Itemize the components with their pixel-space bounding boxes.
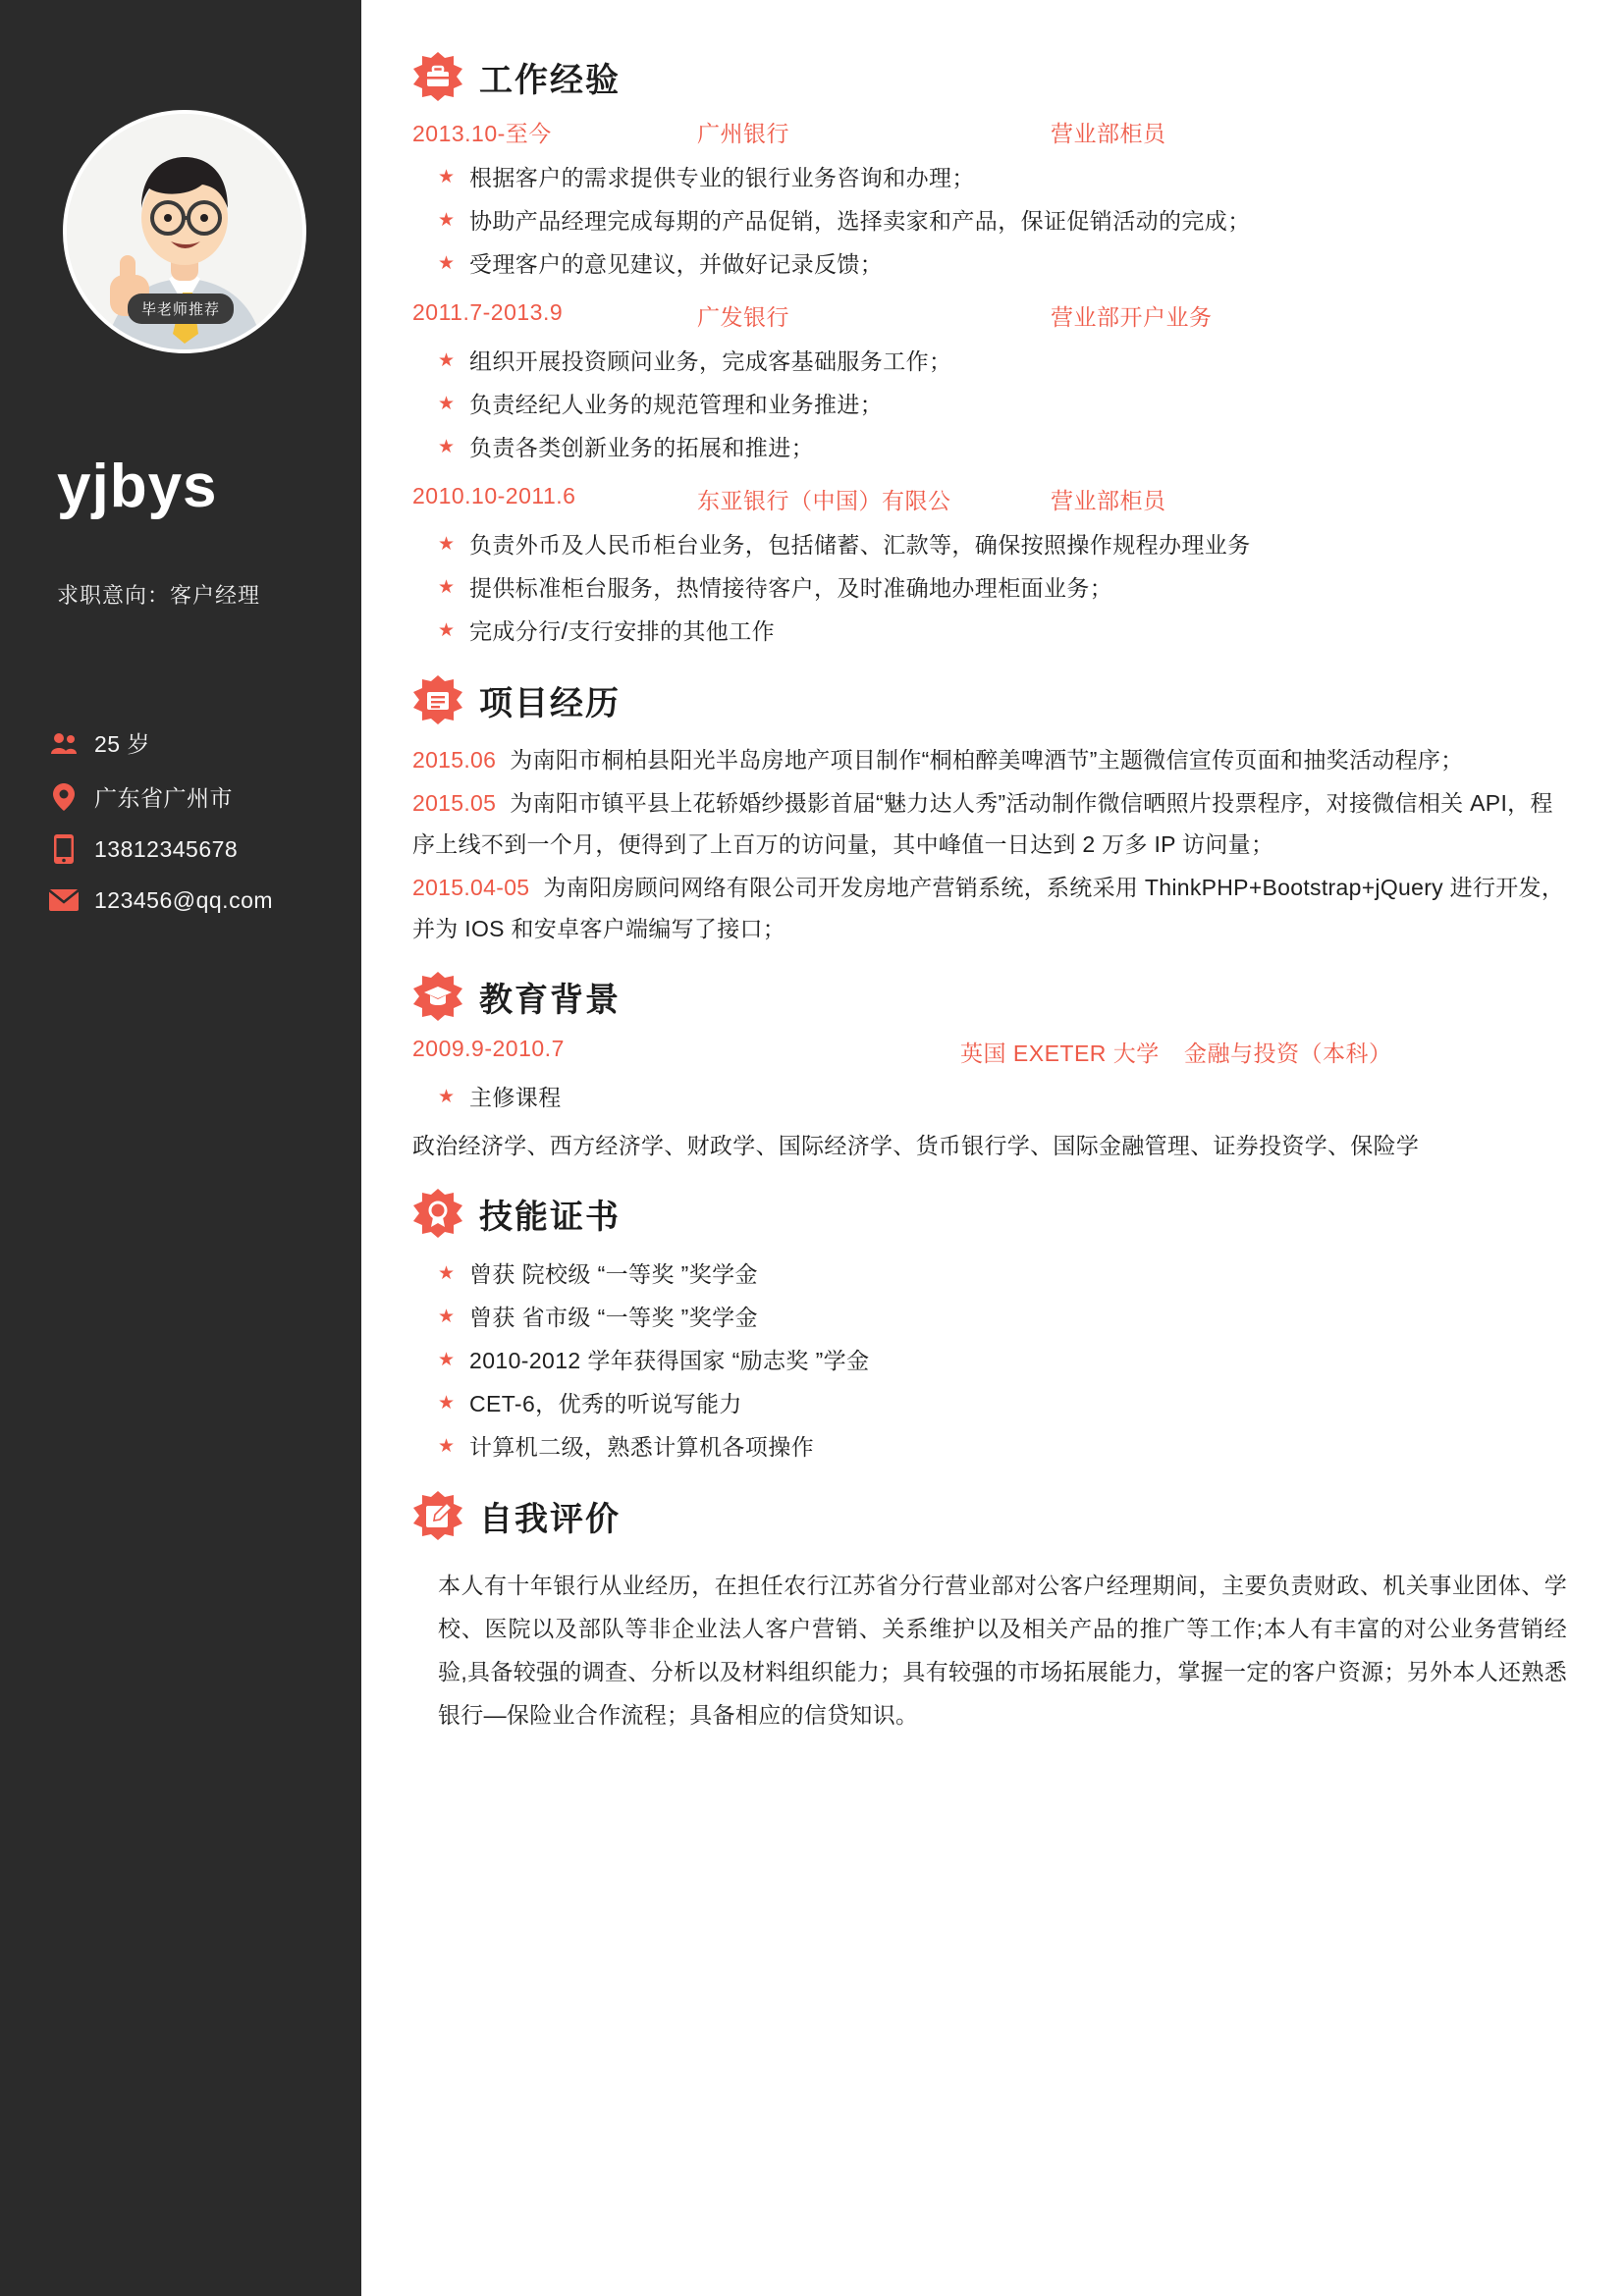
- section-work-experience: [412, 51, 1567, 653]
- entry-bullets: [412, 523, 1567, 653]
- list-item: ★ 曾获 省市级 “一等奖 ”奖学金: [412, 1296, 1567, 1339]
- section-title: 项目经历: [479, 684, 621, 722]
- list-item: ★ 负责外币及人民币柜台业务，包括储蓄、汇款等，确保按照操作规程办理业务: [412, 523, 1567, 566]
- sidebar: [0, 0, 361, 2296]
- work-entry: [412, 299, 1567, 469]
- education-courses: 政治经济学、西方经济学、财政学、国际经济学、货币银行学、国际金融管理、证券投资学、保险学: [412, 1133, 1420, 1158]
- section-header: [412, 1188, 1567, 1239]
- project-date: 2015.05: [412, 790, 497, 816]
- award-icon: [412, 1188, 463, 1239]
- contact-item-email: [47, 885, 342, 915]
- list-item: ★ 提供标准柜台服务，热情接待客户，及时准确地办理柜面业务；: [412, 566, 1567, 610]
- skills-bullets: [412, 1253, 1567, 1468]
- entry-header: [412, 483, 1567, 515]
- project-item: [412, 739, 1567, 780]
- entry-organization: 广发银行: [697, 304, 789, 330]
- resume-content: [361, 0, 1624, 2296]
- education-date: 2009.9-2010.7: [412, 1036, 565, 1061]
- contact-value: 123456@qq.com: [94, 886, 274, 913]
- project-text: 为南阳市镇平县上花轿婚纱摄影首届“魅力达人秀”活动制作微信晒照片投票程序，对接微信相关 API，程序上线不到一个月，便得到了上百万的访问量，其中峰值一日达到 2 万多 IP 访问量；: [412, 790, 1553, 857]
- contact-value: 13812345678: [94, 835, 239, 862]
- section-title: 技能证书: [479, 1198, 621, 1236]
- list-item: ★ 负责经纪人业务的规范管理和业务推进；: [412, 383, 1567, 426]
- portfolio-icon: [412, 674, 463, 725]
- entry-date: 2013.10-至今: [412, 121, 552, 146]
- section-title: 工作经验: [479, 61, 621, 99]
- education-major: 金融与投资（本科）: [1184, 1041, 1392, 1066]
- section-title: 教育背景: [479, 981, 621, 1019]
- list-item: ★ 负责各类创新业务的拓展和推进；: [412, 426, 1567, 469]
- phone-icon: [47, 834, 81, 864]
- contact-list: [47, 726, 342, 936]
- briefcase-icon: [412, 51, 463, 102]
- list-item: ★ 根据客户的需求提供专业的银行业务咨询和办理；: [412, 156, 1567, 199]
- entry-bullets: [412, 156, 1567, 286]
- project-text: 为南阳市桐柏县阳光半岛房地产项目制作“桐柏醉美啤酒节”主题微信宣传页面和抽奖活动程序；: [510, 747, 1464, 773]
- spacer: [697, 1036, 960, 1068]
- entry-role: 营业部柜员: [1051, 488, 1166, 513]
- project-item: [412, 782, 1567, 865]
- entry-bullets: [412, 340, 1567, 469]
- entry-date: 2011.7-2013.9: [412, 299, 564, 325]
- entry-header: [412, 299, 1567, 332]
- section-self-evaluation: [412, 1490, 1567, 1736]
- project-item: [412, 867, 1567, 949]
- avatar-badge: 毕老师推荐: [128, 294, 234, 324]
- contact-item-phone: [47, 834, 342, 864]
- entry-role: 营业部开户业务: [1051, 304, 1213, 330]
- entry-organization: 东亚银行（中国）有限公: [697, 488, 951, 513]
- project-date: 2015.06: [412, 747, 497, 773]
- contact-value: 广东省广州市: [94, 785, 233, 811]
- email-icon: [47, 885, 81, 915]
- list-item: ★ 计算机二级，熟悉计算机各项操作: [412, 1425, 1567, 1468]
- contact-item-location: [47, 780, 342, 813]
- list-item: ★ CET-6，优秀的听说写能力: [412, 1382, 1567, 1425]
- contact-value: 25 岁: [94, 731, 150, 757]
- section-header: [412, 51, 1567, 102]
- candidate-name: yjbys: [57, 453, 218, 520]
- section-header: [412, 674, 1567, 725]
- self-evaluation-text: 本人有十年银行从业经历，在担任农行江苏省分行营业部对公客户经理期间，主要负责财政、机关事业团体、学校、医院以及部队等非企业法人客户营销、关系维护以及相关产品的推广等工作;本人有丰富的对公业务营销经验,具备较强的调查、分析以及材料组织能力；具有较强的市场拓展能力，掌握一定的客户资源；另外本人还熟悉银行—保险业合作流程；具备相应的信贷知识。: [438, 1573, 1567, 1728]
- entry-organization: 广州银行: [697, 121, 789, 146]
- list-item: ★ 2010-2012 学年获得国家 “励志奖 ”学金: [412, 1339, 1567, 1382]
- list-item: ★ 主修课程: [412, 1076, 1567, 1119]
- work-entry: [412, 483, 1567, 653]
- education-school: 英国 EXETER 大学: [960, 1041, 1160, 1066]
- work-entry: [412, 116, 1567, 286]
- list-item: ★ 协助产品经理完成每期的产品促销，选择卖家和产品，保证促销活动的完成；: [412, 199, 1567, 242]
- section-projects: [412, 674, 1567, 949]
- section-title: 自我评价: [479, 1500, 621, 1538]
- section-header: [412, 1490, 1567, 1541]
- list-item: ★ 完成分行/支行安排的其他工作: [412, 610, 1567, 653]
- list-item: ★ 受理客户的意见建议，并做好记录反馈；: [412, 242, 1567, 286]
- entry-header: [412, 116, 1567, 148]
- section-skills: [412, 1188, 1567, 1468]
- entry-date: 2010.10-2011.6: [412, 483, 576, 508]
- graduation-cap-icon: [412, 971, 463, 1022]
- section-education: [412, 971, 1567, 1166]
- entry-role: 营业部柜员: [1051, 121, 1166, 146]
- section-header: [412, 971, 1567, 1022]
- contact-item-age: [47, 726, 342, 759]
- list-item: ★ 曾获 院校级 “一等奖 ”奖学金: [412, 1253, 1567, 1296]
- education-bullets: [412, 1076, 1567, 1119]
- project-text: 为南阳房顾问网络有限公司开发房地产营销系统，系统采用 ThinkPHP+Bootstrap+jQuery 进行开发，并为 IOS 和安卓客户端编写了接口；: [412, 875, 1565, 941]
- location-pin-icon: [47, 782, 81, 812]
- education-entry-header: [412, 1036, 1567, 1068]
- pencil-edit-icon: [412, 1490, 463, 1541]
- list-item: ★ 组织开展投资顾问业务，完成客基础服务工作；: [412, 340, 1567, 383]
- avatar: [63, 110, 298, 346]
- project-date: 2015.04-05: [412, 875, 530, 900]
- person-icon: [47, 728, 81, 758]
- job-objective: 求职意向：客户经理: [57, 583, 261, 608]
